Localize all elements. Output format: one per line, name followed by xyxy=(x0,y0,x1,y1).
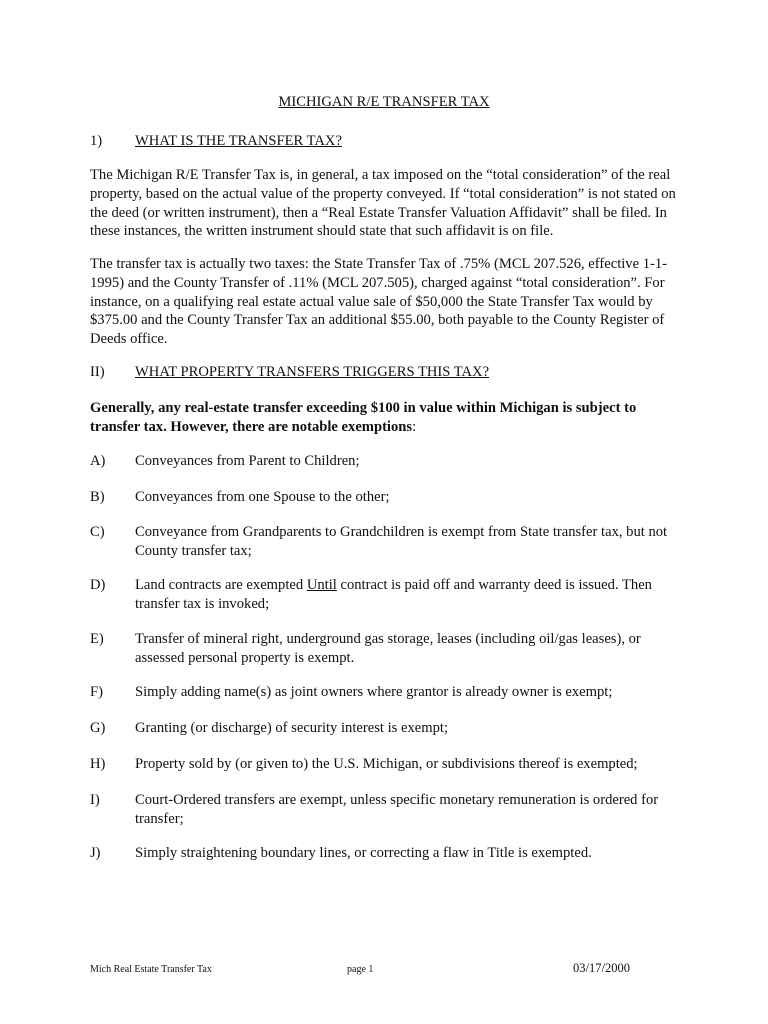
list-item-text: Conveyances from one Spouse to the other; xyxy=(135,489,390,505)
list-item-text: Granting (or discharge) of security interest is exempt; xyxy=(135,720,448,736)
paragraph-2: The transfer tax is actually two taxes: the State Transfer Tax of .75% (MCL 207.526, effective 1-1-1995) and the County Transfer of .11% (MCL 207.505), charged against “total consideration”. For instance, on a qualifying real estate actual value sale of $50,000 the State Transfer Tax would by $375.00 and the County Transfer Tax an additional $55.00, both payable to the County Register of Deeds office. xyxy=(90,256,668,348)
paragraph-1: The Michigan R/E Transfer Tax is, in general, a tax imposed on the “total consideration” of the real property, based on the actual value of the property conveyed. If “total consideration” is not stated on the deed (or written instrument), then a “Real Estate Transfer Valuation Affidavit” shall be filed. In these instances, the written instrument should state that such affidavit is on file. xyxy=(90,167,676,240)
list-item-text: Simply adding name(s) as joint owners where grantor is already owner is exempt; xyxy=(135,684,613,700)
exemptions-intro-bold: Generally, any real-estate transfer exceeding $100 in value within Michigan is subject to transfer tax. However, there are notable exemptions xyxy=(90,400,637,435)
section-2-number: II) xyxy=(90,364,105,380)
exemptions-intro xyxy=(90,399,680,437)
list-item-text: Property sold by (or given to) the U.S. Michigan, or subdivisions thereof is exempted; xyxy=(135,756,638,772)
list-item-label: C) xyxy=(90,524,105,540)
list-item-text-before: Land contracts are exempted xyxy=(135,577,307,593)
list-item-label: G) xyxy=(90,720,106,736)
exemptions-intro-colon: : xyxy=(412,418,417,435)
list-item-text xyxy=(135,576,683,614)
section-1-title: WHAT IS THE TRANSFER TAX? xyxy=(135,133,342,149)
underlined-word: Until xyxy=(306,577,337,593)
list-item-text: Conveyance from Grandparents to Grandchildren is exempt from State transfer tax, but not County transfer tax; xyxy=(135,524,668,559)
list-item-text: Conveyances from Parent to Children; xyxy=(135,453,360,469)
list-item-label: J) xyxy=(90,845,101,861)
document-title: MICHIGAN R/E TRANSFER TAX xyxy=(278,94,490,110)
list-item-label: F) xyxy=(90,684,103,700)
list-item-label: A) xyxy=(90,453,106,469)
section-2-title: WHAT PROPERTY TRANSFERS TRIGGERS THIS TAX? xyxy=(135,364,490,380)
list-item-label: H) xyxy=(90,756,106,772)
list-item-text-after: contract is paid off and warranty deed is issued. Then transfer tax is invoked; xyxy=(135,577,652,612)
footer-document-name: Mich Real Estate Transfer Tax xyxy=(90,964,212,975)
list-item-text: Court-Ordered transfers are exempt, unless specific monetary remuneration is ordered for transfer; xyxy=(135,792,659,827)
list-item-text: Simply straightening boundary lines, or correcting a flaw in Title is exempted. xyxy=(135,845,592,861)
footer-date: 03/17/2000 xyxy=(573,961,630,975)
list-item-label: E) xyxy=(90,631,104,647)
footer-page-number: page 1 xyxy=(347,964,374,975)
list-item-label: D) xyxy=(90,577,106,593)
list-item-label: B) xyxy=(90,489,105,505)
section-1-number: 1) xyxy=(90,133,103,149)
list-item-text: Transfer of mineral right, underground gas storage, leases (including oil/gas leases), or assessed personal property is exempt. xyxy=(135,631,641,666)
list-item-label: I) xyxy=(90,792,100,808)
